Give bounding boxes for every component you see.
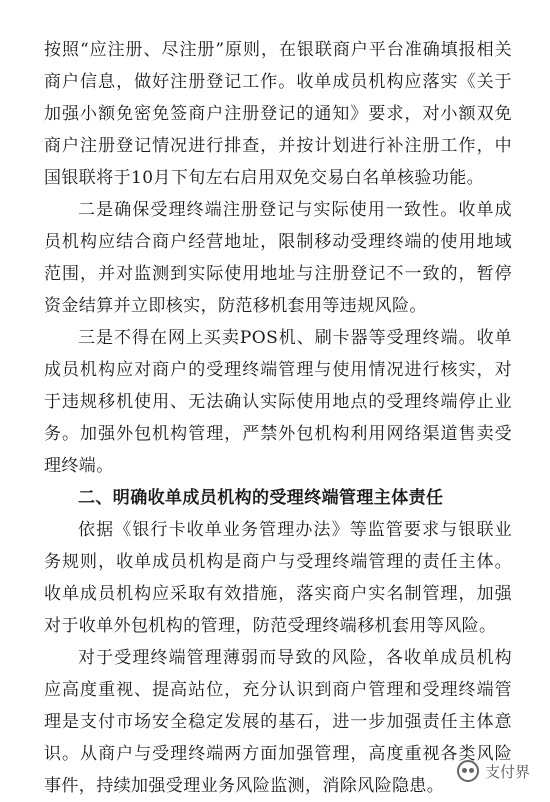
paragraph-point-two: 二是确保受理终端注册登记与实际使用一致性。收单成员机构应结合商户经营地址，限制移动受理终端的使用地域范围，并对监测到实际使用地址与注册登记不一致的，暂停资金结算并立即核实，防范移机套用等违规风险。 <box>44 200 512 316</box>
paragraph-responsibility: 依据《银行卡收单业务管理办法》等监管要求与银联业务规则，收单成员机构是商户与受理终端管理的责任主体。收单成员机构应采取有效措施，落实商户实名制管理，加强对于收单外包机构的管理，防范受理终端移机套用等风险。 <box>44 520 512 636</box>
wechat-icon <box>457 760 479 782</box>
watermark-text: 支付界 <box>484 762 530 781</box>
watermark <box>457 760 530 782</box>
paragraph-registration: 按照“应注册、尽注册”原则，在银联商户平台准确填报相关商户信息，做好注册登记工作。收单成员机构应落实《关于加强小额免密免签商户注册登记的通知》要求，对小额双免商户注册登记情况进行排查，并按计划进行补注册工作，中国银联将于10月下旬左右启用双免交易白名单核验功能。 <box>44 40 512 188</box>
paragraph-risk: 对于受理终端管理薄弱而导致的风险，各收单成员机构应高度重视、提高站位，充分认识到商户管理和受理终端管理是支付市场安全稳定发展的基石，进一步加强责任主体意识。从商户与受理终端两方面加强管理，高度重视各类风险事件，持续加强受理业务风险监测，消除风险隐患。 <box>44 648 512 796</box>
section-heading: 二、明确收单成员机构的受理终端管理主体责任 <box>78 488 444 508</box>
document-page <box>44 34 512 802</box>
paragraph-point-three: 三是不得在网上买卖POS机、刷卡器等受理终端。收单成员机构应对商户的受理终端管理与使用情况进行核实，对于违规移机使用、无法确认实际使用地点的受理终端停止业务。加强外包机构管理，严禁外包机构利用网络渠道售卖受理终端。 <box>44 328 512 476</box>
